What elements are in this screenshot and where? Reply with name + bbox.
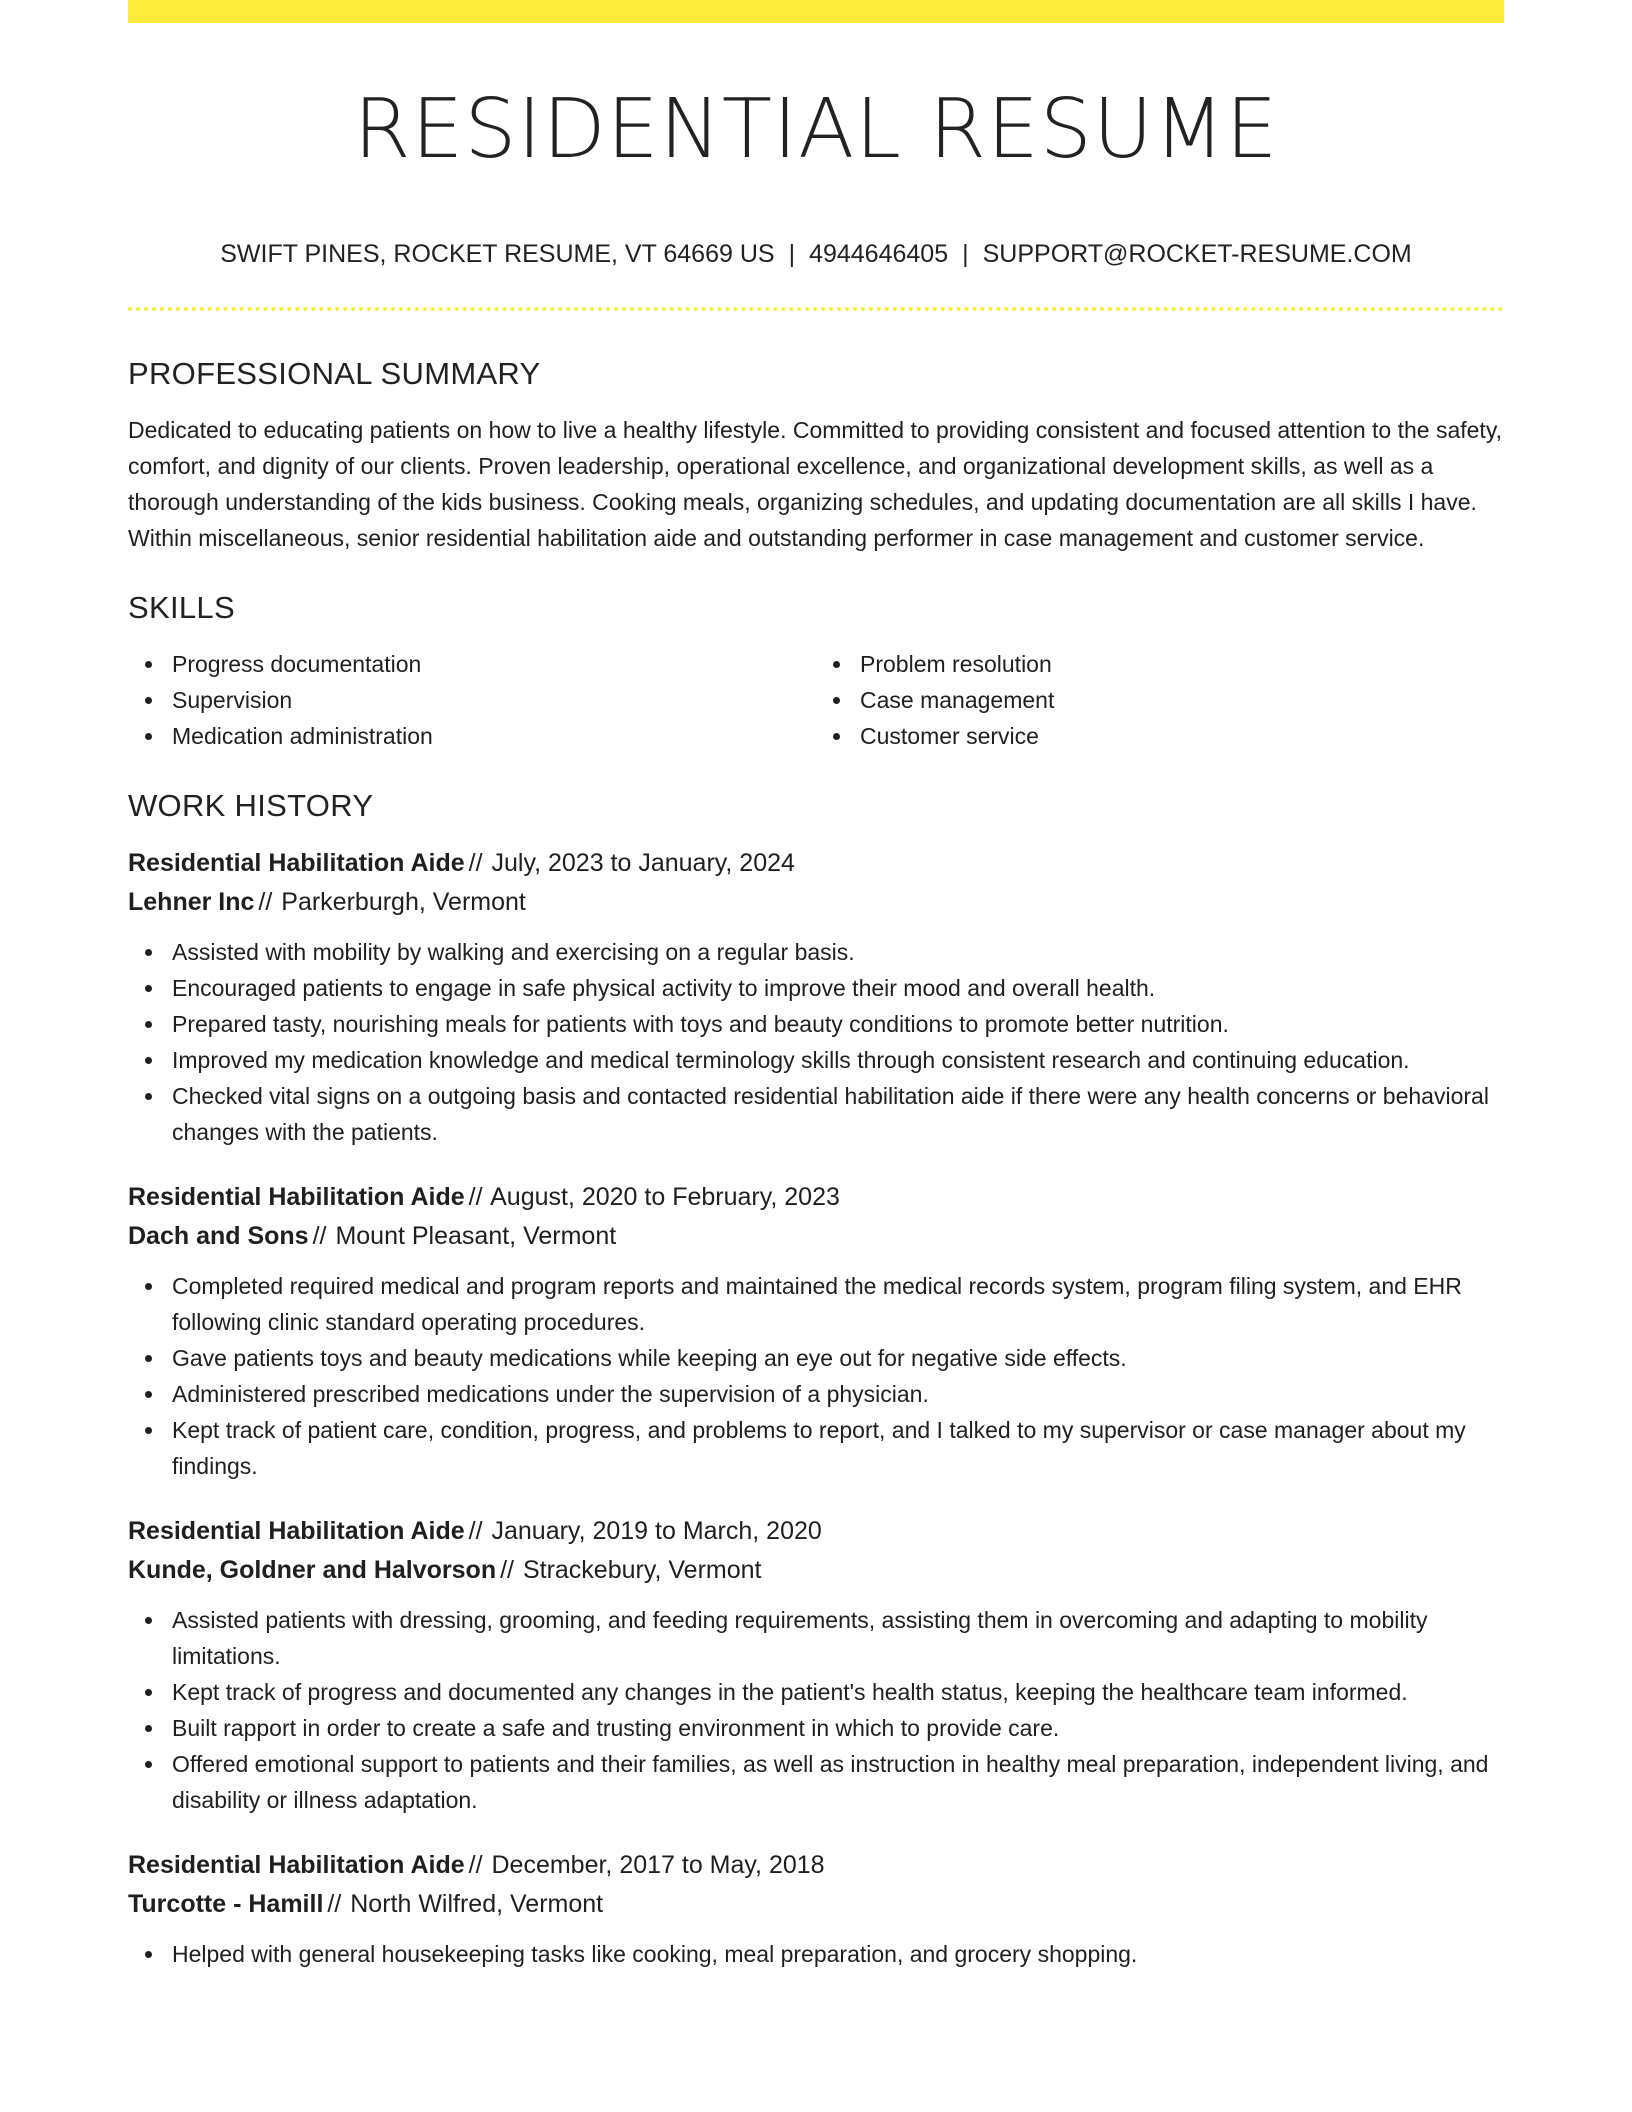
job-dates: December, 2017 to May, 2018 [491,1851,825,1879]
job-company: Lehner Inc [128,888,255,916]
contact-phone: 4944646405 [809,240,949,268]
job-title-line [128,844,1504,883]
skills-list [816,646,1504,754]
job-company: Dach and Sons [128,1222,309,1250]
header-divider [128,307,1504,311]
contact-email: SUPPORT@ROCKET-RESUME.COM [982,240,1412,268]
job-location: Strackebury, Vermont [522,1556,762,1584]
job-duties-list [128,1268,1504,1484]
job-duty: Gave patients toys and beauty medications while keeping an eye out for negative side effects. [128,1340,1504,1376]
resume-body [128,352,1504,2000]
job-duty: Assisted with mobility by walking and exercising on a regular basis. [128,934,1504,970]
summary-text: Dedicated to educating patients on how to live a healthy lifestyle. Committed to providing consistent and focused attention to the safety, comfort, and dignity of our clients. Proven leadership, operational excellence, and organizational development skills, as well as a thorough understanding of the kids business. Cooking meals, organizing schedules, and updating documentation are all skills I have. Within miscellaneous, senior residential habilitation aide and outstanding performer in case management and customer service. [128,417,1503,551]
job-role: Residential Habilitation Aide [128,1517,465,1545]
summary-title: PROFESSIONAL SUMMARY [128,356,541,391]
skill-item: Case management [816,682,1504,718]
job-role: Residential Habilitation Aide [128,849,465,877]
job-duty: Completed required medical and program reports and maintained the medical records system, program filing system, and EHR following clinic standard operating procedures. [128,1268,1504,1340]
job-title-line [128,1512,1504,1551]
work-history-section [128,784,1504,1972]
skills-title: SKILLS [128,590,235,625]
job-separator: // [468,1183,483,1211]
job-duty: Administered prescribed medications under the supervision of a physician. [128,1376,1504,1412]
skills-column-right [816,646,1504,754]
job-duty: Kept track of progress and documented any changes in the patient's health status, keeping the healthcare team informed. [128,1674,1504,1710]
job-separator: // [312,1222,327,1250]
job-company-line [128,1217,1504,1256]
skills-section [128,586,1504,754]
job-title-line [128,1178,1504,1217]
job-company: Turcotte - Hamill [128,1890,324,1918]
job-entry [128,1178,1504,1484]
job-entry [128,1512,1504,1818]
job-duties-list [128,1602,1504,1818]
job-duty: Helped with general housekeeping tasks like cooking, meal preparation, and grocery shopping. [128,1936,1504,1972]
job-separator: // [468,1517,483,1545]
job-location: Parkerburgh, Vermont [281,888,526,916]
skills-grid [128,646,1504,754]
job-duties-list [128,1936,1504,1972]
skill-item: Medication administration [128,718,816,754]
job-duty: Encouraged patients to engage in safe physical activity to improve their mood and overall health. [128,970,1504,1006]
job-dates: January, 2019 to March, 2020 [491,1517,822,1545]
job-company-line [128,1885,1504,1924]
skill-item: Progress documentation [128,646,816,682]
skill-item: Customer service [816,718,1504,754]
work-history-title: WORK HISTORY [128,788,374,823]
job-duty: Improved my medication knowledge and medical terminology skills through consistent research and continuing education. [128,1042,1504,1078]
job-dates: August, 2020 to February, 2023 [490,1183,840,1211]
job-company-line [128,1551,1504,1590]
job-duty: Assisted patients with dressing, grooming, and feeding requirements, assisting them in overcoming and adapting to mobility limitations. [128,1602,1504,1674]
job-separator: // [500,1556,514,1584]
job-role: Residential Habilitation Aide [128,1851,465,1879]
job-separator: // [258,888,273,916]
job-duty: Prepared tasty, nourishing meals for patients with toys and beauty conditions to promote better nutrition. [128,1006,1504,1042]
job-duty: Kept track of patient care, condition, progress, and problems to report, and I talked to my supervisor or case manager about my findings. [128,1412,1504,1484]
job-entry [128,1846,1504,1972]
contact-address: SWIFT PINES, ROCKET RESUME, VT 64669 US [220,240,775,268]
job-location: North Wilfred, Vermont [350,1890,604,1918]
job-company-line [128,883,1504,922]
contact-separator: | [962,240,969,268]
accent-bar [128,0,1504,23]
job-separator: // [327,1890,342,1918]
job-duties-list [128,934,1504,1150]
skill-item: Supervision [128,682,816,718]
skills-list [128,646,816,754]
contact-separator: | [788,240,796,268]
summary-section [128,352,1504,556]
job-title-line [128,1846,1504,1885]
job-company: Kunde, Goldner and Halvorson [128,1556,497,1584]
job-separator: // [468,849,483,877]
job-role: Residential Habilitation Aide [128,1183,465,1211]
skill-item: Problem resolution [816,646,1504,682]
job-duty: Offered emotional support to patients and their families, as well as instruction in healthy meal preparation, independent living, and disability or illness adaptation. [128,1746,1504,1818]
job-location: Mount Pleasant, Vermont [335,1222,617,1250]
job-separator: // [468,1851,483,1879]
job-entry [128,844,1504,1150]
contact-line [128,236,1504,272]
job-duty: Built rapport in order to create a safe and trusting environment in which to provide care. [128,1710,1504,1746]
job-duty: Checked vital signs on a outgoing basis and contacted residential habilitation aide if there were any health concerns or behavioral changes with the patients. [128,1078,1504,1150]
resume-name: RESIDENTIAL RESUME [353,82,1279,177]
skills-column-left [128,646,816,754]
job-dates: July, 2023 to January, 2024 [491,849,795,877]
